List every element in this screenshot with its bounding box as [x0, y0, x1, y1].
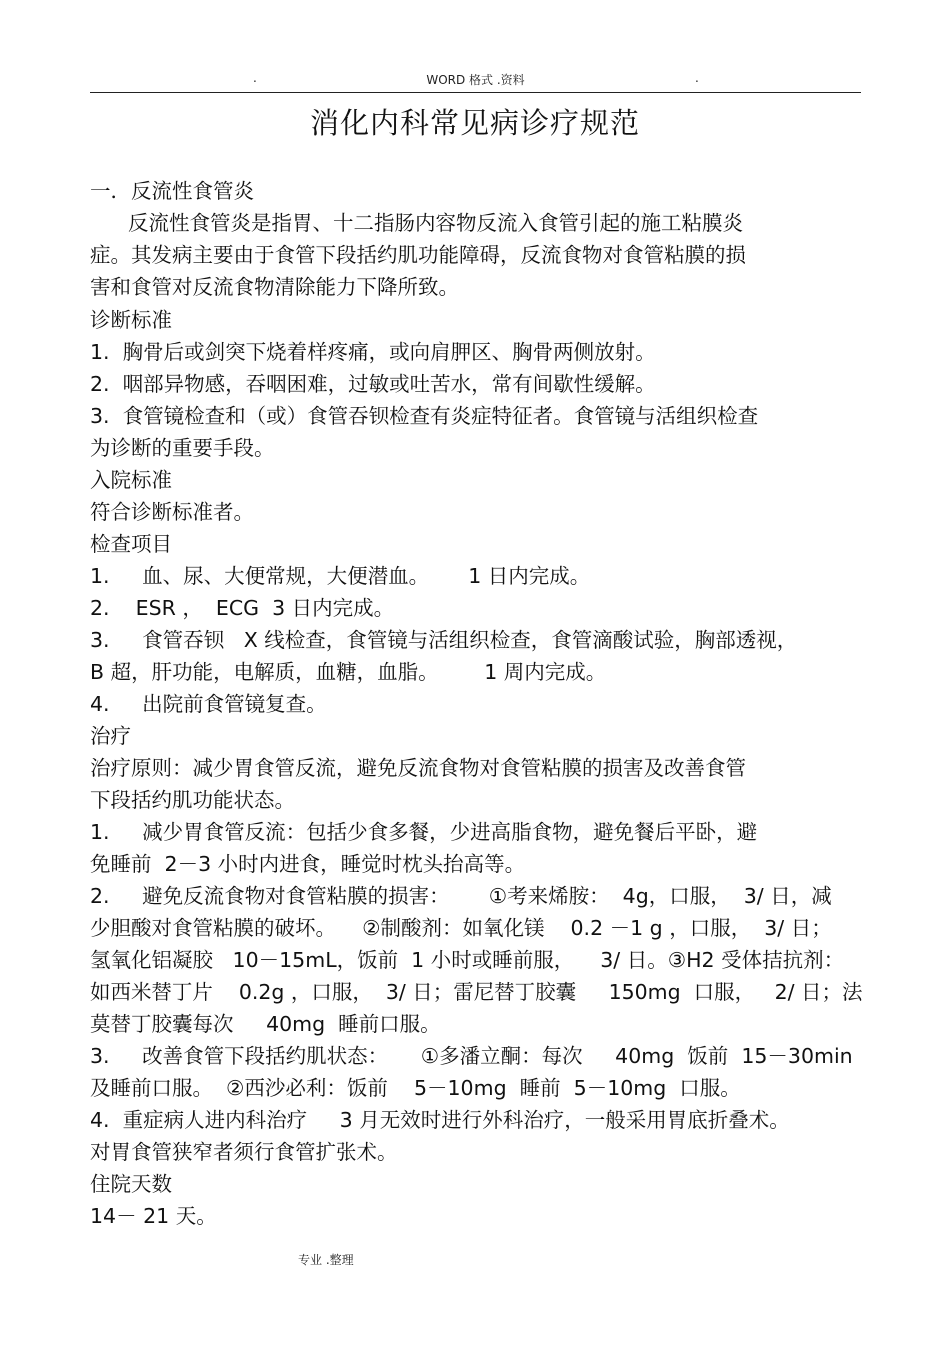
subheading: 入院标准: [90, 468, 172, 492]
page-footer: 专业 .整理: [298, 1253, 354, 1267]
section-heading: 一．反流性食管炎: [90, 179, 254, 203]
paragraph-line: 反流性食管炎是指胃、十二指肠内容物反流入食管引起的施工粘膜炎: [128, 211, 743, 235]
list-item: 2. 咽部异物感，吞咽困难，过敏或吐苦水，常有间歇性缓解。: [90, 372, 656, 396]
list-item-continuation: 及睡前口服。 ②西沙必利：饭前 5－10mg 睡前 5－10mg 口服。: [90, 1076, 741, 1100]
subheading: 住院天数: [90, 1172, 172, 1196]
header-text: WORD 格式 .资料: [426, 73, 525, 87]
subheading: 诊断标准: [90, 308, 172, 332]
list-item-continuation: 莫替丁胶囊每次 40mg 睡前口服。: [90, 1012, 441, 1036]
list-item-continuation: 氢氧化铝凝胶 10－15mL，饭前 1 小时或睡前服， 3/ 日。③H2 受体拮抗剂：: [90, 948, 845, 972]
document-title: 消化内科常见病诊疗规范: [309, 106, 640, 140]
paragraph-line: 害和食管对反流食物清除能力下降所致。: [90, 275, 459, 299]
list-item-continuation: 免睡前 2－3 小时内进食，睡觉时枕头抬高等。: [90, 852, 526, 876]
list-item: 2. 避免反流食物对食管粘膜的损害： ①考来烯胺： 4g，口服， 3/ 日，减: [90, 884, 832, 908]
list-item: 3. 食管吞钡 X 线检查，食管镜与活组织检查，食管滴酸试验，胸部透视，: [90, 628, 798, 652]
header-dot-left: .: [253, 71, 257, 85]
list-item-continuation: 如西米替丁片 0.2g ，口服， 3/ 日；雷尼替丁胶囊 150mg 口服， 2/ 日；法: [90, 980, 863, 1004]
list-item: 1. 减少胃食管反流：包括少食多餐，少进高脂食物，避免餐后平卧，避: [90, 820, 758, 844]
page-header: [90, 66, 861, 93]
list-item: 1. 血、尿、大便常规，大便潜血。 1 日内完成。: [90, 564, 591, 588]
paragraph-line: 症。其发病主要由于食管下段括约肌功能障碍，反流食物对食管粘膜的损: [90, 243, 746, 267]
paragraph-line: 治疗原则：减少胃食管反流，避免反流食物对食管粘膜的损害及改善食管: [90, 756, 746, 780]
subheading: 治疗: [90, 724, 131, 748]
list-item: 1. 胸骨后或剑突下烧着样疼痛，或向肩胛区、胸骨两侧放射。: [90, 340, 656, 364]
list-item-continuation: 对胃食管狭窄者须行食管扩张术。: [90, 1140, 398, 1164]
list-item-continuation: 为诊断的重要手段。: [90, 436, 275, 460]
list-item: 4. 出院前食管镜复查。: [90, 692, 327, 716]
list-item: 3. 改善食管下段括约肌状态： ①多潘立酮：每次 40mg 饭前 15－30min: [90, 1044, 853, 1068]
list-item-continuation: B 超，肝功能，电解质，血糖，血脂。 1 周内完成。: [90, 660, 607, 684]
paragraph-line: 下段括约肌功能状态。: [90, 788, 295, 812]
subheading: 检查项目: [90, 532, 172, 556]
list-item: 3. 食管镜检查和（或）食管吞钡检查有炎症特征者。食管镜与活组织检查: [90, 404, 759, 428]
list-item-continuation: 少胆酸对食管粘膜的破坏。 ②制酸剂：如氧化镁 0.2 －1 g ，口服， 3/ 日；: [90, 916, 832, 940]
list-item: 2. ESR ， ECG 3 日内完成。: [90, 596, 395, 620]
paragraph-line: 符合诊断标准者。: [90, 500, 254, 524]
header-dot-right: .: [695, 71, 699, 85]
list-item: 4. 重症病人进内科治疗 3 月无效时进行外科治疗，一般采用胃底折叠术。: [90, 1108, 790, 1132]
paragraph-line: 14－ 21 天。: [90, 1204, 217, 1228]
